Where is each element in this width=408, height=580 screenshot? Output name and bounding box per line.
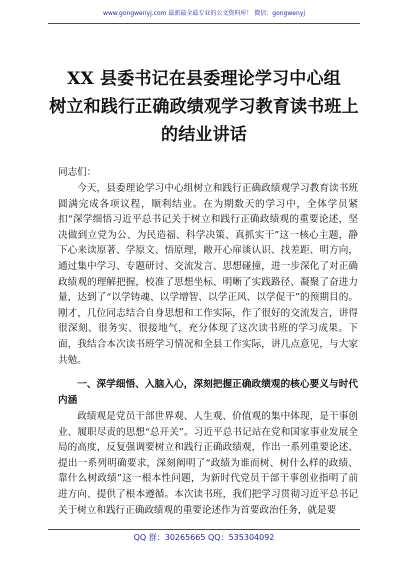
title-line-1: XX 县委书记在县委理论学习中心组: [67, 69, 341, 89]
footer-rule: [48, 529, 360, 530]
title-line-3: 的结业讲话: [161, 125, 247, 145]
section-heading-1: 一、深学细悟、入脑入心，深刻把握正确政绩观的核心要义与时代内涵: [58, 379, 358, 406]
title-line-2: 树立和践行正确政绩观学习教育读书班上: [49, 97, 359, 117]
page-footer: QQ 群：30265665 QQ：535304092: [133, 533, 275, 542]
paragraph-2: 政绩观是党员干部世界观、人生观、价值观的集中体现，是干事创业、履职尽责的思想“总开关”。习近平总书记站在党和国家事业发展全局的高度，反复强调要树立和践行正确政绩观，作出一系列重要论述、提出一系列明确要求，深刻阐明了“政绩为谁而树、树什么样的政绩、靠什么树政绩”这一根本性问题，为新时代党员干部干事创业指明了前进方向、提供了根本遵循。本次读书班，我们把学习贯彻习近平总书记关于树立和践行正确政绩观的重要论述作为首要政治任务，就是要: [58, 411, 358, 516]
page-header: www.gongwenyj.com 最新最全最专业的公文资料库！ 微信：gongwenyj: [102, 10, 306, 17]
header-rule: [48, 23, 360, 24]
paragraph-1: 今天，县委理论学习中心组树立和践行正确政绩观学习教育读书班圆满完成各项议程，顺利结业。在为期数天的学习中，全体学员紧扣“深学细悟习近平总书记关于树立和践行正确政绩观的重要论述，坚决做到立党为公、为民造福、科学决策、真抓实干”这一核心主题，静下心来读原著、学原文、悟原理，敞开心扉谈认识、找差距、明方向，通过集中学习、专题研讨、交流发言、思想碰撞，进一步深化了对正确政绩观的理解把握，校准了思想坐标、明晰了实践路径、凝聚了奋进力量，达到了“以学铸魂、以学增智、以学正风、以学促干”的预期目的。刚才，几位同志结合自身思想和工作实际，作了很好的交流发言，讲得很深刻、很务实、很接地气，充分体现了这次读书班的学习成果。下面，我结合本次读书班学习情况和全县工作实际，讲几点意见，与大家共勉。: [58, 183, 358, 366]
salutation: 同志们：: [58, 167, 97, 178]
